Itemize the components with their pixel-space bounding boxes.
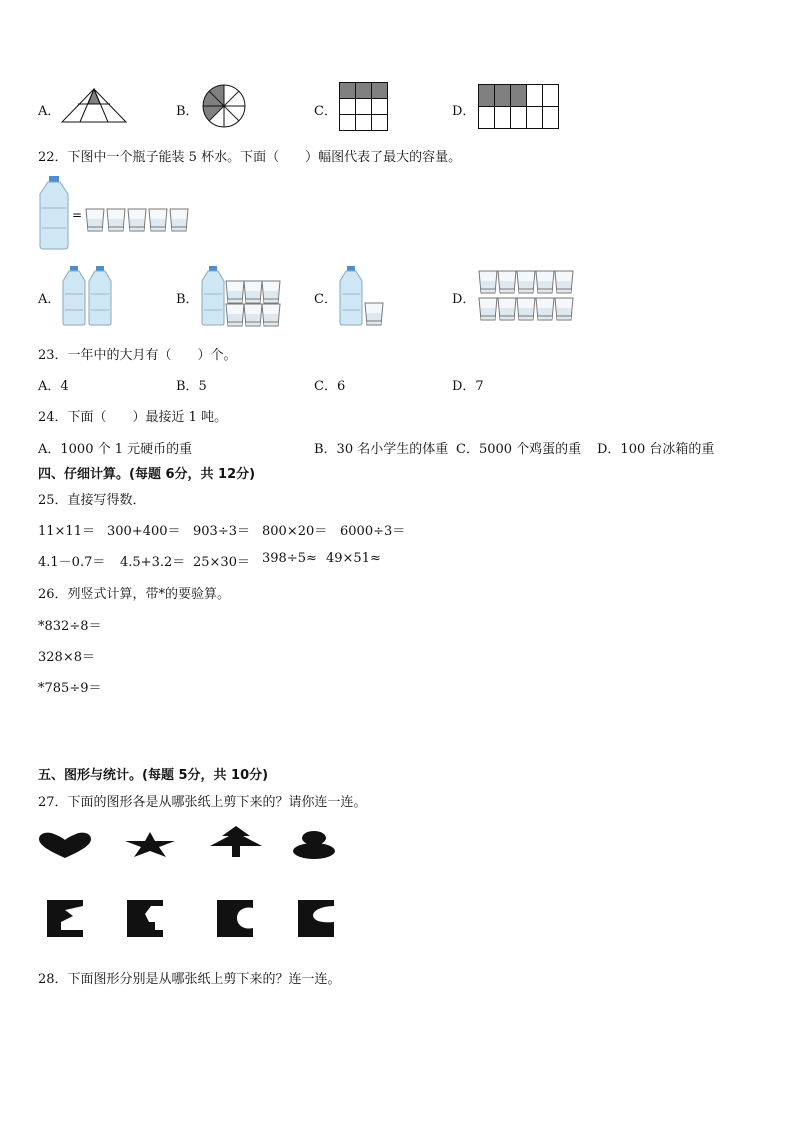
calc-item: 11×11＝ (38, 524, 95, 539)
calc-item: 398÷5≈ (262, 551, 317, 566)
cup-icon (127, 208, 147, 232)
calc-item: 4.1－0.7＝ (38, 555, 106, 570)
q23-option-b[interactable]: B．5 (176, 379, 207, 394)
circle-fraction-figure (202, 84, 246, 128)
vertical-calc-item: *785÷9＝ (38, 681, 102, 696)
cup-icon (364, 302, 384, 326)
q23-option-a[interactable]: A．4 (38, 379, 69, 394)
q23-option-c[interactable]: C．6 (314, 379, 346, 394)
cup-icon (554, 297, 574, 321)
vertical-calc-item: *832÷8＝ (38, 619, 102, 634)
q21-option-a-label: A． (38, 104, 61, 119)
calc-item: 4.5+3.2＝ (120, 555, 186, 570)
paper-with-hole-3 (217, 900, 255, 938)
cup-icon (243, 303, 263, 327)
paper-with-hole-2 (127, 900, 165, 938)
q27-stem: 27．下面的图形各是从哪张纸上剪下来的？请你连一连。 (38, 795, 367, 810)
calc-item: 300+400＝ (107, 524, 181, 539)
paper-with-hole-4 (298, 900, 336, 938)
q25-stem: 25．直接写得数． (38, 493, 146, 508)
cup-icon (148, 208, 168, 232)
bottle-icon (200, 266, 226, 326)
q24-option-d[interactable]: D．100 台冰箱的重 (597, 442, 715, 457)
cup-icon (106, 208, 126, 232)
star-shape-icon (124, 832, 176, 858)
cup-icon (535, 297, 555, 321)
cup-icon (478, 297, 498, 321)
cup-icon (169, 208, 189, 232)
section-5-title: 五、图形与统计。(每题 5分，共 10分) (38, 768, 269, 783)
cup-icon (516, 270, 536, 294)
calc-item: 49×51≈ (326, 551, 381, 566)
q24-option-a[interactable]: A．1000 个 1 元硬币的重 (38, 442, 193, 457)
paper-with-hole-1 (47, 900, 85, 938)
vertical-calc-item: 328×8＝ (38, 650, 95, 665)
triangle-fraction-figure (60, 88, 128, 124)
bottle-icon (87, 266, 113, 326)
q21-option-c-label: C． (314, 104, 337, 119)
q21-option-b-label: B． (176, 104, 199, 119)
bottle-icon (338, 266, 364, 326)
q22-option-c-label: C． (314, 292, 337, 307)
q23-stem: 23．一年中的大月有（ ）个。 (38, 348, 237, 363)
cup-icon (478, 270, 498, 294)
cup-icon (497, 270, 517, 294)
q21-option-d-label: D． (452, 104, 476, 119)
cup-icon (225, 303, 245, 327)
section-4-title: 四、仔细计算。(每题 6分，共 12分) (38, 467, 256, 482)
q26-stem: 26．列竖式计算，带*的要验算。 (38, 587, 231, 602)
equals-sign: = (72, 208, 83, 222)
q23-option-d[interactable]: D．7 (452, 379, 484, 394)
cup-icon (225, 280, 245, 304)
q22-stem: 22．下图中一个瓶子能装 5 杯水。下面（ ）幅图代表了最大的容量。 (38, 150, 462, 165)
q22-option-d-label: D． (452, 292, 476, 307)
cloud-shape-icon (292, 830, 336, 860)
cup-icon (243, 280, 263, 304)
cup-icon (261, 303, 281, 327)
q24-stem: 24．下面（ ）最接近 1 吨。 (38, 410, 228, 425)
calc-item: 903÷3＝ (193, 524, 250, 539)
cup-icon (261, 280, 281, 304)
calc-item: 6000÷3＝ (340, 524, 406, 539)
calc-item: 800×20＝ (262, 524, 328, 539)
heart-shape-icon (38, 832, 92, 860)
q24-option-b[interactable]: B．30 名小学生的体重 (314, 442, 449, 457)
q22-option-b-label: B． (176, 292, 199, 307)
grid-2x5-fraction-figure (478, 84, 560, 130)
grid-3x3-fraction-figure (339, 82, 389, 132)
cup-icon (516, 297, 536, 321)
q28-stem: 28．下面图形分别是从哪张纸上剪下来的？连一连。 (38, 972, 341, 987)
bottle-icon (38, 176, 72, 250)
cup-icon (535, 270, 555, 294)
cup-icon (554, 270, 574, 294)
calc-item: 25×30＝ (193, 555, 250, 570)
bottle-icon (61, 266, 87, 326)
cup-icon (497, 297, 517, 321)
tree-shape-icon (208, 826, 264, 858)
q22-option-a-label: A． (38, 292, 61, 307)
q24-option-c[interactable]: C．5000 个鸡蛋的重 (456, 442, 582, 457)
cup-icon (85, 208, 105, 232)
